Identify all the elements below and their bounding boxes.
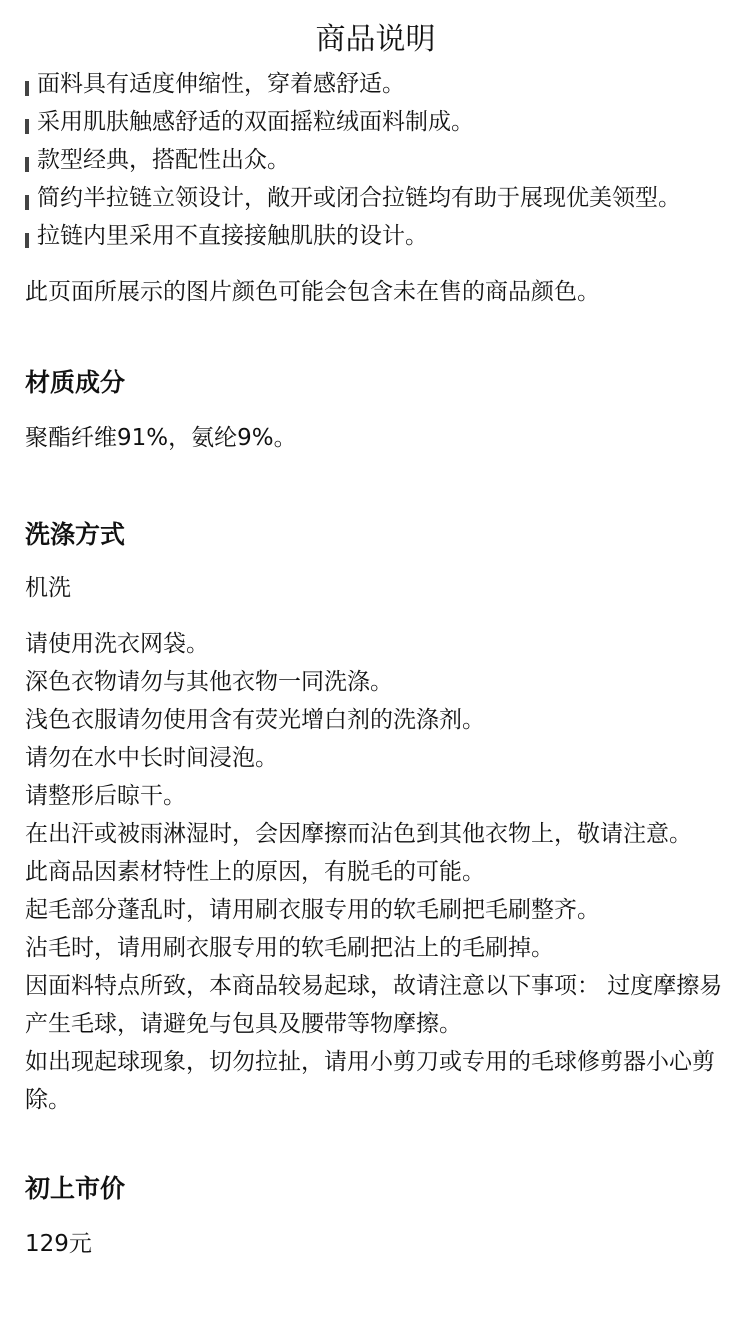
material-text: 聚酯纤维91%，氨纶9%。	[25, 425, 297, 451]
care-note: 如出现起球现象，切勿拉扯，请用小剪刀或专用的毛球修剪器小心剪除。	[25, 1049, 715, 1113]
price-text: 129元	[25, 1231, 92, 1257]
feature-item: 款型经典，搭配性出众。	[25, 141, 726, 179]
material-heading: 材质成分	[25, 368, 126, 397]
page-title: 商品说明	[315, 22, 436, 57]
care-note: 起毛部分蓬乱时，请用刷衣服专用的软毛刷把毛刷整齐。	[25, 897, 600, 923]
care-note: 浅色衣服请勿使用含有荧光增白剂的洗涤剂。	[25, 707, 485, 733]
feature-item: 简约半拉链立领设计，敞开或闭合拉链均有助于展现优美领型。	[25, 179, 726, 217]
care-note: 请勿在水中长时间浸泡。	[25, 745, 278, 771]
washing-method: 机洗	[25, 575, 71, 601]
care-note: 深色衣物请勿与其他衣物一同洗涤。	[25, 669, 393, 695]
feature-list	[25, 65, 726, 255]
feature-item: 采用肌肤触感舒适的双面摇粒绒面料制成。	[25, 103, 726, 141]
price-heading: 初上市价	[25, 1174, 126, 1203]
feature-item: 面料具有适度伸缩性，穿着感舒适。	[25, 65, 726, 103]
care-note: 请使用洗衣网袋。	[25, 631, 209, 657]
care-note: 请整形后晾干。	[25, 783, 186, 809]
color-disclaimer: 此页面所展示的图片颜色可能会包含未在售的商品颜色。	[25, 279, 600, 305]
feature-item: 拉链内里采用不直接接触肌肤的设计。	[25, 217, 726, 255]
care-note: 在出汗或被雨淋湿时，会因摩擦而沾色到其他衣物上，敬请注意。	[25, 821, 692, 847]
care-notes-list	[25, 625, 726, 1119]
care-note: 因面料特点所致，本商品较易起球，故请注意以下事项： 过度摩擦易产生毛球，请避免与包具及腰带等物摩擦。	[25, 973, 723, 1037]
care-note: 此商品因素材特性上的原因，有脱毛的可能。	[25, 859, 485, 885]
washing-heading: 洗涤方式	[25, 520, 126, 549]
care-note: 沾毛时，请用刷衣服专用的软毛刷把沾上的毛刷掉。	[25, 935, 554, 961]
